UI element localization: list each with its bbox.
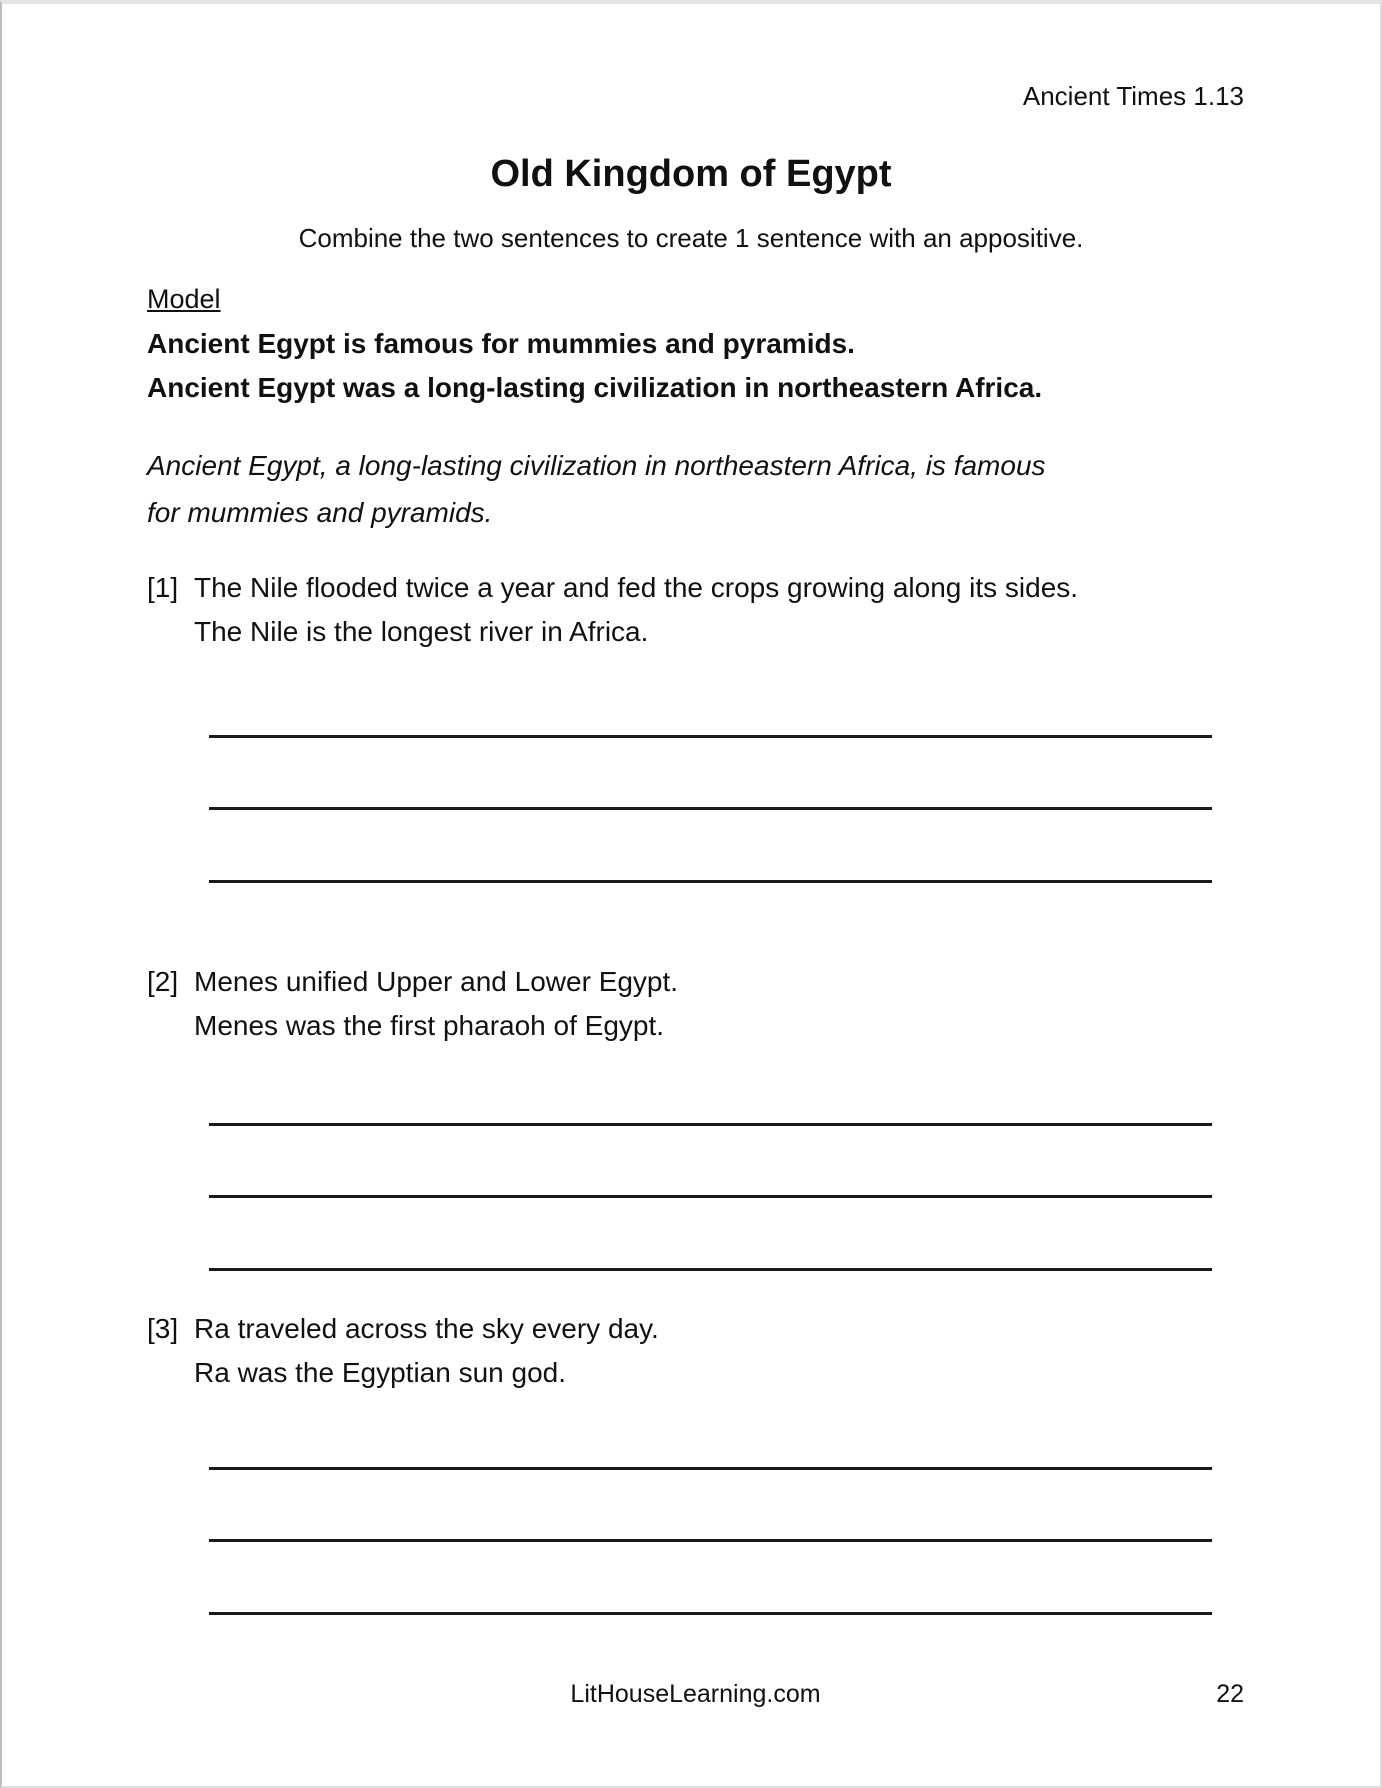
footer-website: LitHouseLearning.com	[570, 1680, 821, 1708]
item-3-sentence-2: Ra was the Egyptian sun god.	[194, 1357, 567, 1388]
answer-line	[209, 807, 1212, 810]
answer-line	[209, 1539, 1212, 1542]
item-2-number: [2]	[147, 966, 179, 997]
exercise-item-1	[147, 566, 1267, 654]
model-combined-line-1: Ancient Egypt, a long-lasting civilization in northeastern Africa, is famous	[147, 450, 1046, 481]
item-1-sentence-2: The Nile is the longest river in Africa.	[194, 616, 649, 647]
model-section	[147, 280, 1257, 410]
item-3-sentence-1: Ra traveled across the sky every day.	[194, 1313, 659, 1344]
answer-line	[209, 735, 1212, 738]
exercise-item-2	[147, 960, 1267, 1048]
model-sentence-1: Ancient Egypt is famous for mummies and pyramids.	[147, 328, 855, 359]
item-3-number: [3]	[147, 1313, 179, 1344]
answer-line	[209, 880, 1212, 883]
answer-line	[209, 1123, 1212, 1126]
model-combined-line-2: for mummies and pyramids.	[147, 497, 493, 528]
answer-line	[209, 1268, 1212, 1271]
exercise-item-3	[147, 1307, 1267, 1395]
model-label: Model	[147, 284, 221, 314]
page-footer	[147, 1678, 1244, 1712]
footer-page-number: 22	[1216, 1680, 1244, 1708]
item-2-sentence-2: Menes was the first pharaoh of Egypt.	[194, 1010, 665, 1041]
item-1-number: [1]	[147, 572, 179, 603]
model-combined-sentence	[147, 442, 1267, 536]
instructions-text: Combine the two sentences to create 1 sentence with an appositive.	[298, 223, 1084, 253]
answer-line	[209, 1467, 1212, 1470]
header-course-label: Ancient Times 1.13	[1022, 81, 1244, 111]
page-title: Old Kingdom of Egypt	[490, 153, 892, 195]
model-sentence-2: Ancient Egypt was a long-lasting civilization in northeastern Africa.	[147, 372, 1043, 403]
item-2-sentence-1: Menes unified Upper and Lower Egypt.	[194, 966, 679, 997]
item-1-sentence-1: The Nile flooded twice a year and fed the crops growing along its sides.	[194, 572, 1079, 603]
answer-line	[209, 1612, 1212, 1615]
answer-line	[209, 1195, 1212, 1198]
